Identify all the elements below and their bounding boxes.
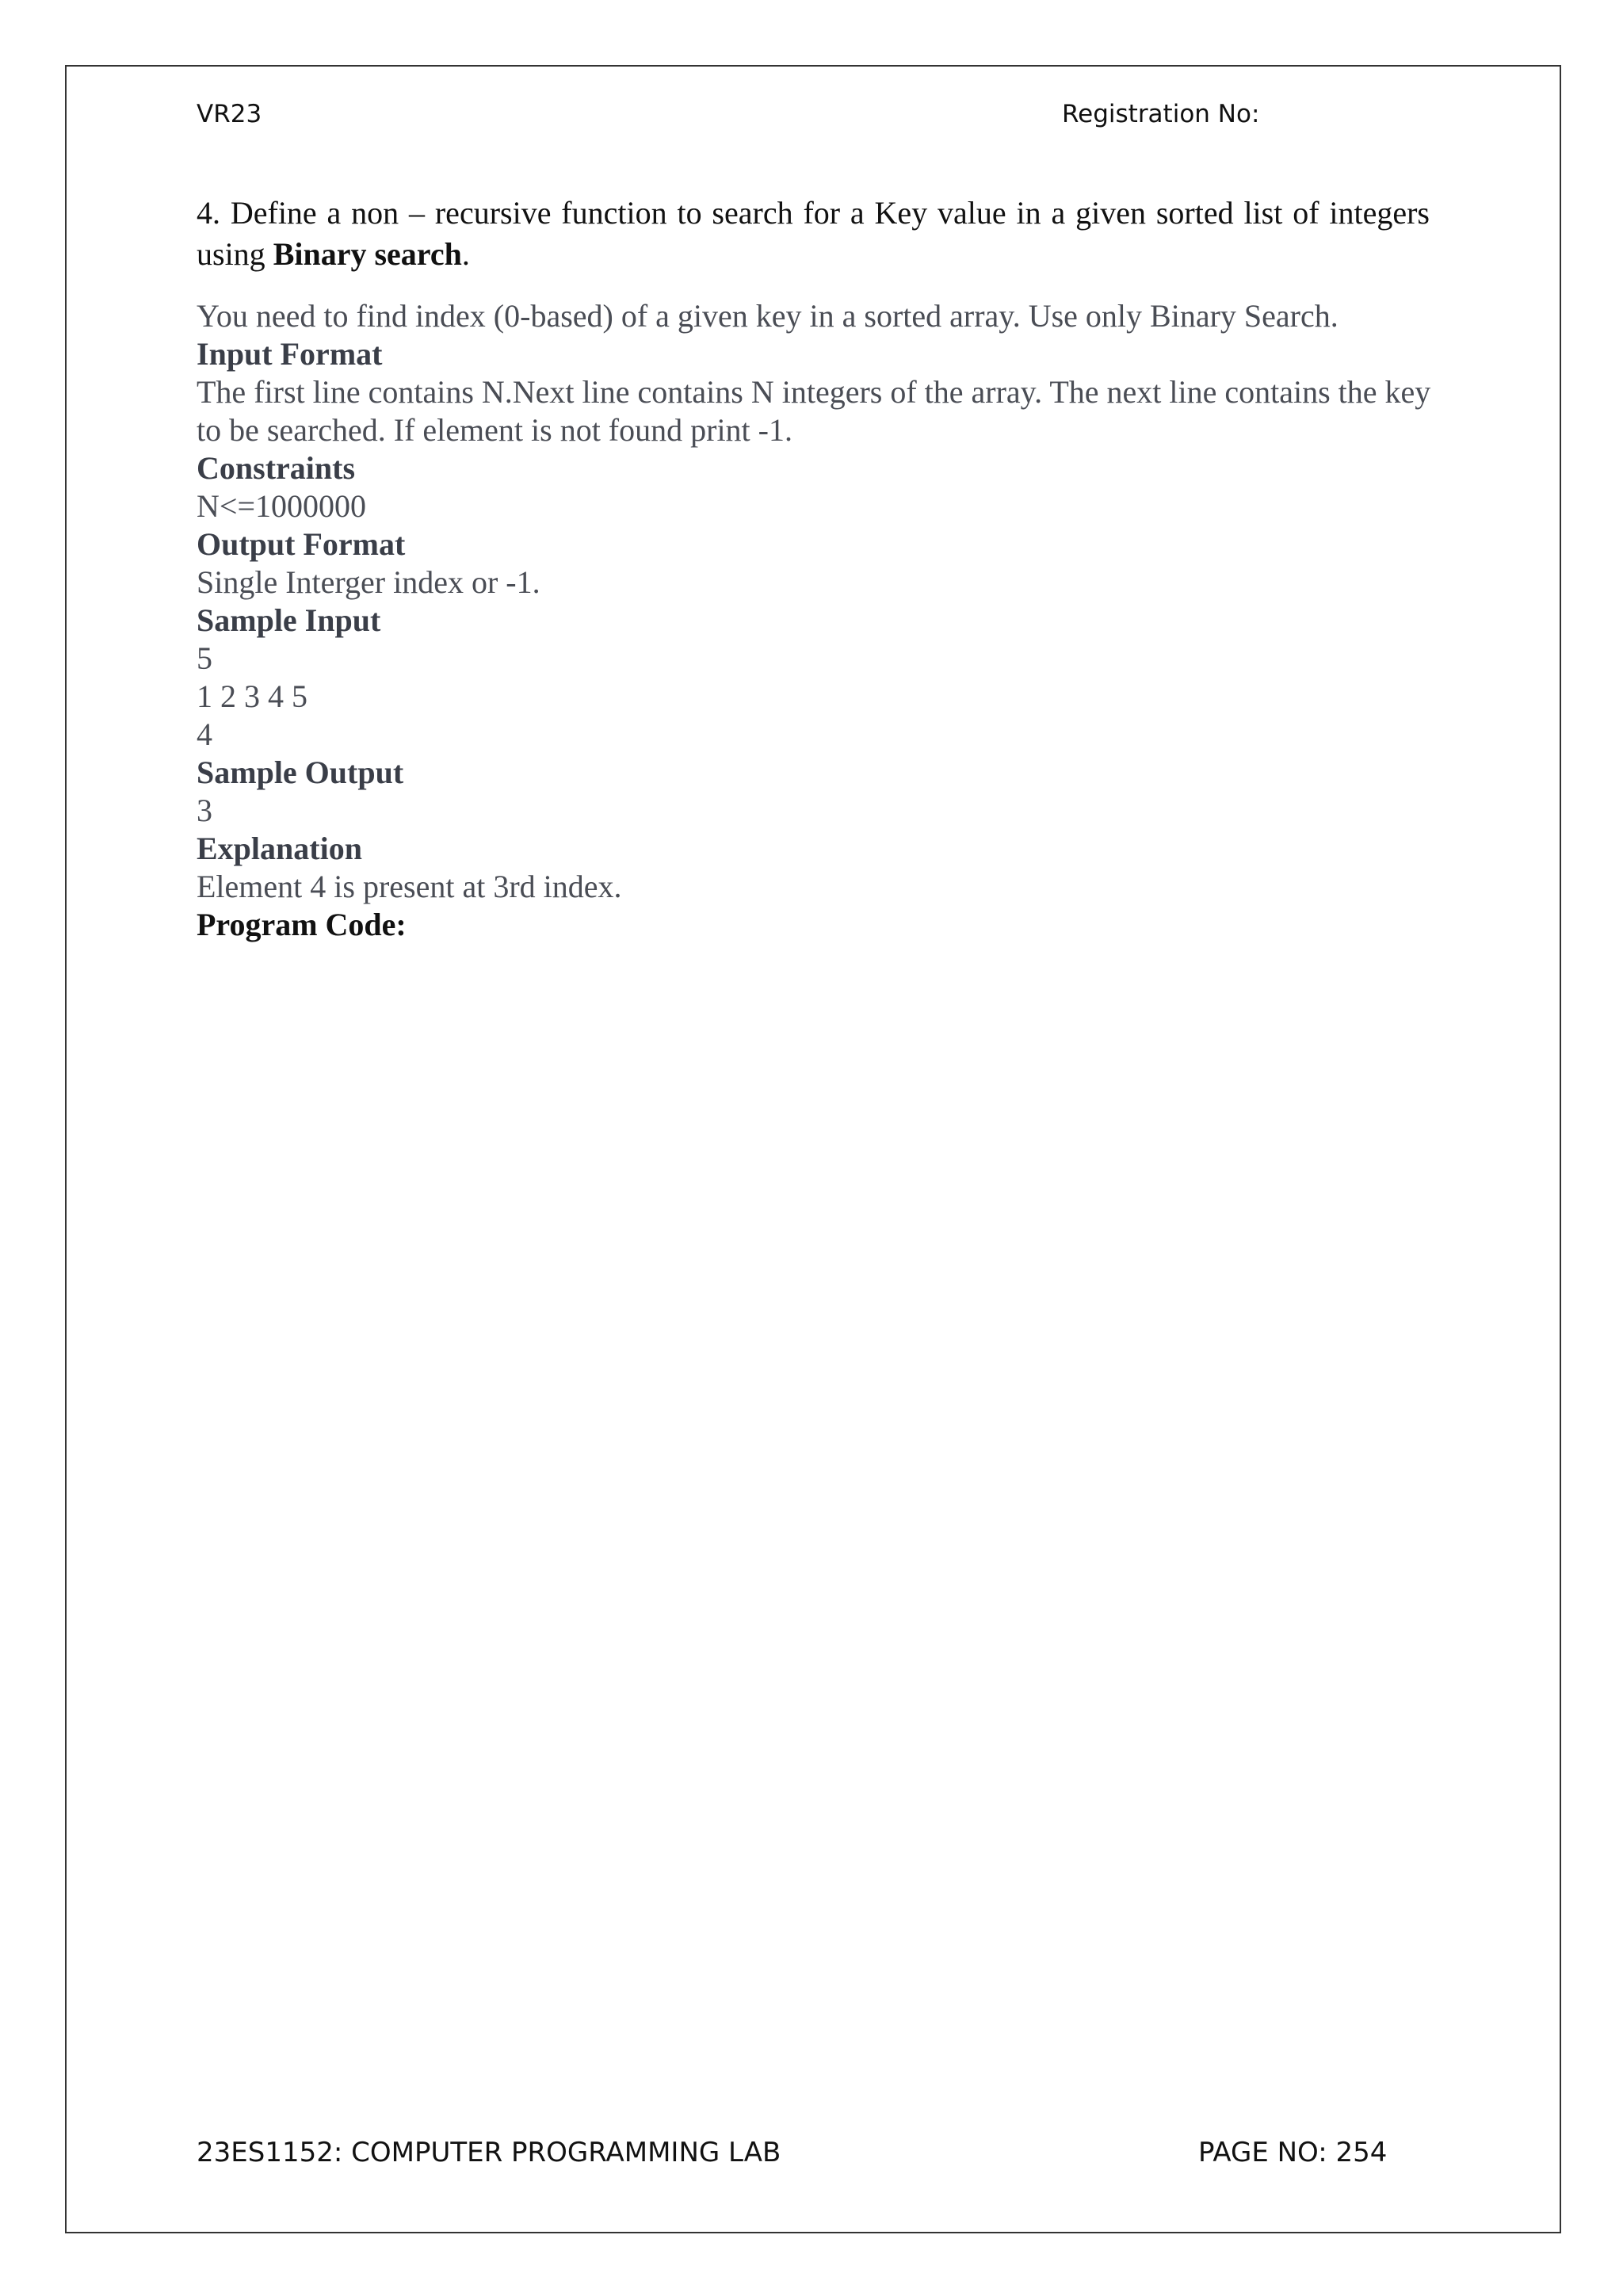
question-suffix: . <box>461 236 470 272</box>
sample-input-line: 4 <box>197 716 212 752</box>
program-code-heading: Program Code: <box>197 907 407 942</box>
input-format-heading: Input Format <box>197 336 383 372</box>
footer-course-title: 23ES1152: COMPUTER PROGRAMMING LAB <box>197 2137 781 2168</box>
header-course-code: VR23 <box>197 100 262 128</box>
question-text: 4. Define a non – recursive function to search for a Key value in a given sorted list of integers using <box>197 195 1430 272</box>
constraints-heading: Constraints <box>197 450 356 486</box>
sample-output-text: 3 <box>197 793 212 828</box>
problem-intro: You need to find index (0-based) of a given key in a sorted array. Use only Binary Search. <box>197 298 1338 334</box>
explanation-heading: Explanation <box>197 831 362 866</box>
question-bold-term: Binary search <box>273 236 462 272</box>
output-format-text: Single Interger index or -1. <box>197 564 540 600</box>
footer-page-number: PAGE NO: 254 <box>1198 2137 1388 2168</box>
constraints-text: N<=1000000 <box>197 488 367 524</box>
input-format-text: The first line contains N.Next line contains N integers of the array. The next line contains the key to be searched. If element is not found print -1. <box>197 374 1431 448</box>
sample-output-heading: Sample Output <box>197 755 404 790</box>
problem-description <box>197 297 1433 944</box>
sample-input-line: 5 <box>197 640 212 676</box>
sample-input-line: 1 2 3 4 5 <box>197 678 307 714</box>
header-registration-label: Registration No: <box>1062 100 1260 128</box>
question-statement <box>197 193 1430 275</box>
sample-input-heading: Sample Input <box>197 602 381 638</box>
explanation-text: Element 4 is present at 3rd index. <box>197 869 622 904</box>
output-format-heading: Output Format <box>197 526 406 562</box>
